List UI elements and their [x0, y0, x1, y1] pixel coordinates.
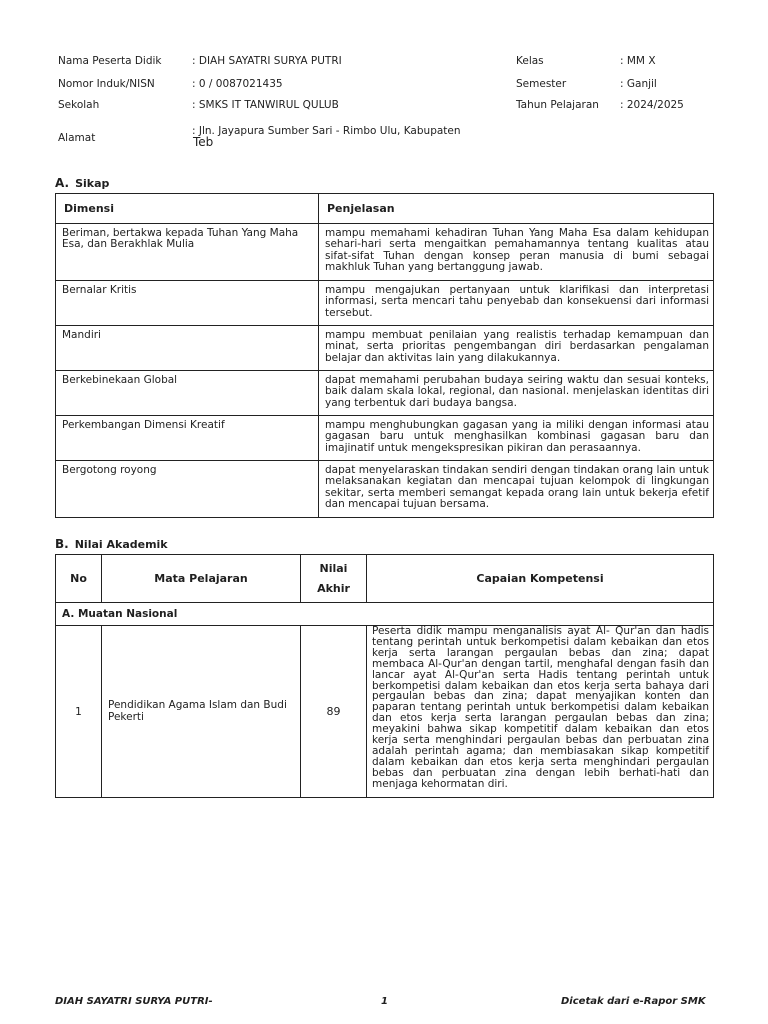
dimensi-cell: Bernalar Kritis [56, 281, 319, 326]
no-header: No [56, 555, 102, 603]
alamat-label: Alamat [58, 132, 96, 144]
footer-printed-from: Dicetak dari e-Rapor SMK [561, 996, 706, 1007]
dimensi-cell: Berkebinekaan Global [56, 371, 319, 416]
dimensi-cell: Perkembangan Dimensi Kreatif [56, 416, 319, 461]
table-row [56, 461, 714, 518]
semester-value: : Ganjil [620, 78, 657, 90]
group-label: A. Muatan Nasional [56, 603, 714, 626]
penjelasan-cell: mampu membuat penilaian yang realistis terhadap kemampuan dan minat, serta prioritas pengembangan diri berdasarkan pengalaman belajar dan aktivitas lain yang dilakukannya. [319, 326, 714, 371]
section-sikap-letter: A. [55, 176, 70, 190]
dimensi-cell: Bergotong royong [56, 461, 319, 518]
mapel-header: Mata Pelajaran [102, 555, 301, 603]
kelas-label: Kelas [516, 55, 544, 67]
capaian-header: Capaian Kompetensi [367, 555, 714, 603]
table-row [56, 224, 714, 281]
dimensi-header: Dimensi [56, 194, 319, 224]
table-row [56, 371, 714, 416]
section-nilai-letter: B. [55, 537, 69, 551]
table-row [56, 416, 714, 461]
nilai-cell: 89 [301, 626, 367, 798]
sikap-table [55, 193, 714, 518]
sikap-header-row [56, 194, 714, 224]
section-nilai-label: Nilai Akademik [74, 538, 168, 551]
sekolah-value: : SMKS IT TANWIRUL QULUB [192, 99, 339, 111]
alamat-value-line2: Teb [193, 135, 214, 149]
no-cell: 1 [56, 626, 102, 798]
nama-value: : DIAH SAYATRI SURYA PUTRI [192, 55, 342, 67]
capaian-cell: Peserta didik mampu menganalisis ayat Al- Qur'an dan hadis tentang perintah untuk berkompetisi dalam kebaikan dan etos kerja serta larangan pergaulan bebas dan zina; dapat membaca Al-Qur'an dengan tartil, menghafal dengan fasih dan lancar ayat Al-Qur'an serta Hadis tentang perintah untuk berkompetisi dalam kebaikan dan etos kerja serta bahaya dari pergaulan bebas dan zina; dapat menyajikan konten dan paparan tentang perintah untuk berkompetisi dalam kebaikan dan etos kerja serta larangan pergaulan bebas dan zina; meyakini bahwa sikap kompetitif dalam kebaikan dan etos kerja serta menghindari pergaulan bebas dan perbuatan zina adalah perintah agama; dan membiasakan sikap kompetitif dalam kebaikan dan etos kerja serta menghindari pergaulan bebas dan perbuatan zina dengan lebih berhati-hati dan menjaga kehormatan diri. [367, 626, 714, 798]
footer-student-name: DIAH SAYATRI SURYA PUTRI- [55, 996, 213, 1007]
nilai-header-row [56, 555, 714, 603]
footer-page-number: 1 [381, 996, 388, 1007]
table-row [56, 326, 714, 371]
table-row [56, 281, 714, 326]
penjelasan-cell: mampu memahami kehadiran Tuhan Yang Maha Esa dalam kehidupan sehari-hari serta mengaitkan pemahamannya tentang kualitas atau sifat-sifat Tuhan dengan konsep peran manusia di bumi sebagai makhluk Tuhan yang bertanggung jawab. [319, 224, 714, 281]
kelas-value: : MM X [620, 55, 656, 67]
penjelasan-cell: dapat memahami perubahan budaya seiring waktu dan sesuai konteks, baik dalam skala lokal, regional, dan nasional. menjelaskan identitas diri yang terbentuk dari budaya bangsa. [319, 371, 714, 416]
dimensi-cell: Mandiri [56, 326, 319, 371]
penjelasan-cell: mampu menghubungkan gagasan yang ia miliki dengan informasi atau gagasan baru untuk menghasilkan kombinasi gagasan baru dan imajinatif untuk mengekspresikan pikiran dan perasaannya. [319, 416, 714, 461]
nilai-akhir-header [301, 555, 367, 603]
mapel-cell: Pendidikan Agama Islam dan Budi Pekerti [102, 626, 301, 798]
sekolah-label: Sekolah [58, 99, 100, 111]
tahun-label: Tahun Pelajaran [516, 99, 599, 111]
nisn-label: Nomor Induk/NISN [58, 78, 155, 90]
nilai-header-line2: Akhir [317, 581, 350, 595]
tahun-value: : 2024/2025 [620, 99, 684, 111]
table-row [56, 626, 714, 798]
group-row [56, 603, 714, 626]
nama-label: Nama Peserta Didik [58, 55, 162, 67]
alamat-value-line1: : Jln. Jayapura Sumber Sari - Rimbo Ulu, Kabupaten [192, 125, 461, 137]
section-sikap-title [55, 176, 109, 190]
penjelasan-cell: dapat menyelaraskan tindakan sendiri dengan tindakan orang lain untuk melaksanakan kegiatan dan mencapai tujuan kelompok di lingkungan sekitar, serta memberi semangat kepada orang lain untuk bekerja efetif dan mencapai tujuan bersama. [319, 461, 714, 518]
semester-label: Semester [516, 78, 567, 90]
nilai-header-line1: Nilai [319, 561, 348, 575]
dimensi-cell: Beriman, bertakwa kepada Tuhan Yang Maha Esa, dan Berakhlak Mulia [56, 224, 319, 281]
section-sikap-label: Sikap [75, 177, 110, 190]
nilai-table [55, 554, 714, 798]
section-nilai-title [55, 537, 168, 551]
penjelasan-cell: mampu mengajukan pertanyaan untuk klarifikasi dan interpretasi informasi, serta mencari tahu penyebab dan konsekuensi dari informasi tersebut. [319, 281, 714, 326]
penjelasan-header: Penjelasan [319, 194, 714, 224]
nisn-value: : 0 / 0087021435 [192, 78, 283, 90]
